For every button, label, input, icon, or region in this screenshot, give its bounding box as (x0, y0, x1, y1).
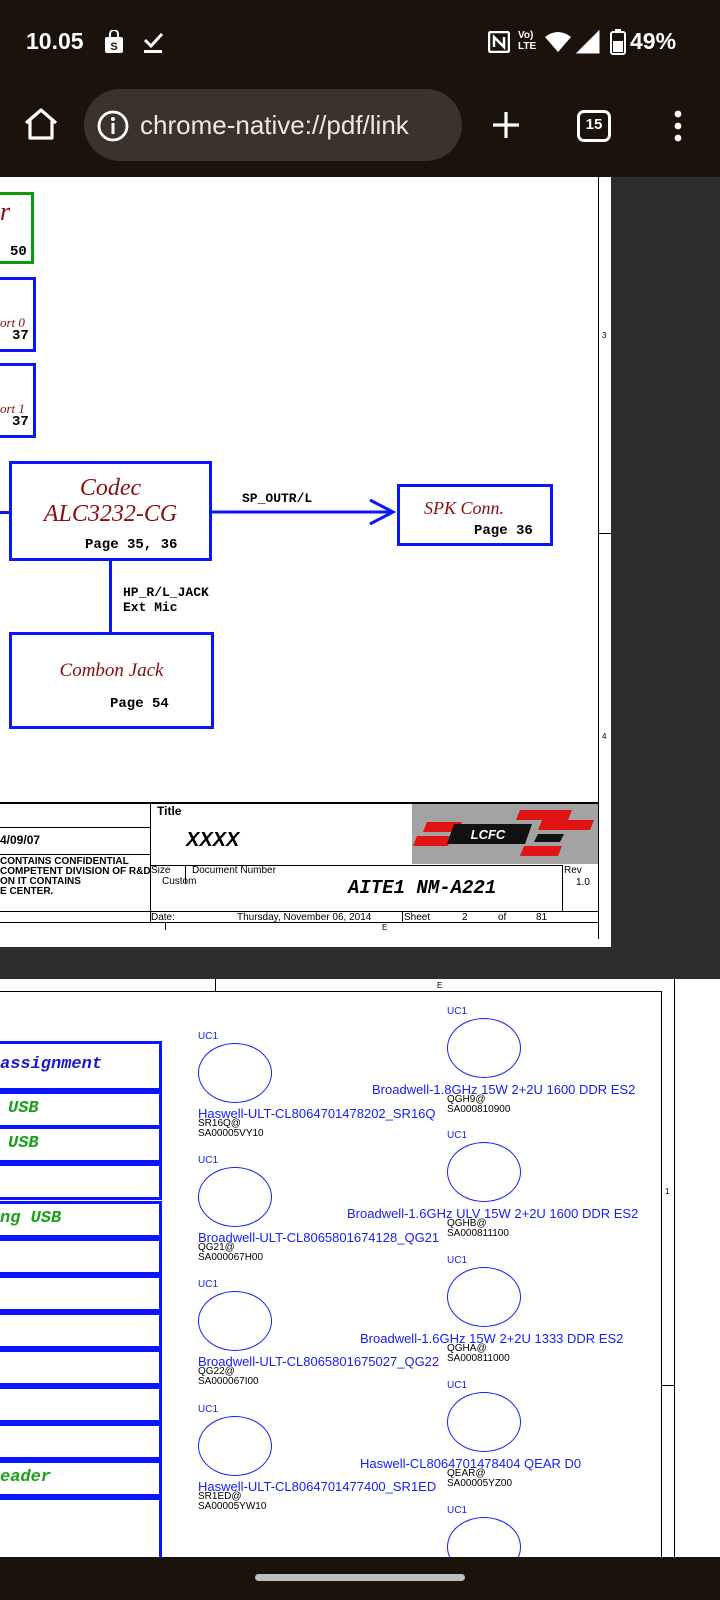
sheet-value: 2 (462, 912, 468, 923)
part-code: SA000811000 (447, 1353, 510, 1364)
spk-label: SPK Conn. (424, 498, 505, 518)
part-name: Broadwell-1.6GHz 15W 2+2U 1333 DDR ES2 (360, 1331, 624, 1346)
table-row-label: assignment (0, 1055, 103, 1074)
of-label: of (498, 912, 507, 923)
part-name: Haswell-ULT-CL8064701478202_SR16Q (198, 1106, 436, 1121)
table-row (0, 1423, 162, 1460)
margin-marker-1: 1 (665, 1187, 670, 1196)
new-tab-icon[interactable] (491, 110, 521, 145)
docnum-label: Document Number (192, 865, 276, 876)
part-code: QGHA@ (447, 1343, 487, 1354)
part-ref: UC1 (447, 1255, 468, 1266)
tab-count: 15 (585, 116, 603, 133)
part-code: QG21@ (198, 1242, 235, 1253)
size-value: Custom (162, 876, 197, 887)
part-symbol (198, 1043, 272, 1103)
volte-icon: Vo) LTE (518, 30, 537, 52)
url-text[interactable]: chrome-native://pdf/link (140, 110, 409, 140)
block-port1-label: ort 1 (0, 401, 25, 416)
svg-text:S: S (110, 41, 118, 53)
date-label: Date: (151, 912, 175, 923)
home-gesture-handle[interactable] (255, 1574, 465, 1581)
table-row-label: USB (8, 1134, 39, 1153)
codec-part: ALC3232-CG (43, 501, 178, 527)
part-symbol (198, 1291, 272, 1351)
battery-percent: 49% (630, 28, 677, 54)
size-label: Size (151, 865, 171, 876)
table-row-label: ng USB (0, 1209, 62, 1228)
pdf-page-3 (0, 979, 720, 1557)
part-code: QGH9@ (447, 1094, 486, 1105)
status-time: 10.05 (26, 28, 84, 54)
part-ref: UC1 (198, 1155, 219, 1166)
block-port1-page: 37 (12, 414, 29, 430)
lcfc-logo (412, 804, 598, 864)
battery-icon (610, 29, 626, 60)
codec-title: Codec (79, 475, 142, 501)
sp-signal-label: SP_OUTR/L (242, 491, 313, 506)
signal-icon (576, 30, 600, 59)
part-code: SA00005YZ00 (447, 1478, 513, 1489)
part-symbol (447, 1142, 521, 1202)
combo-label: Combon Jack (59, 660, 164, 681)
part-name: Haswell-ULT-CL8064701477400_SR1ED (198, 1479, 437, 1494)
of-value: 81 (536, 912, 548, 923)
table-row (0, 1163, 162, 1200)
info-icon[interactable] (96, 109, 130, 148)
hp-signal-label: HP_R/L_JACK (123, 585, 209, 600)
part-ref: UC1 (198, 1031, 219, 1042)
title-label: Title (157, 804, 182, 818)
rev-label: Rev (564, 865, 582, 876)
part-code: SA000067I00 (198, 1376, 259, 1387)
table-row (0, 1238, 162, 1275)
part-code: SA000810900 (447, 1104, 511, 1115)
nfc-icon (488, 31, 510, 58)
part-name: Broadwell-1.8GHz 15W 2+2U 1600 DDR ES2 (372, 1082, 636, 1097)
svg-text:LCFC: LCFC (470, 827, 506, 842)
part-code: SA000811100 (447, 1228, 509, 1239)
part-ref: UC1 (447, 1505, 468, 1516)
part-ref: UC1 (447, 1380, 468, 1391)
block-port0-label: ort 0 (0, 315, 25, 330)
part-name: Haswell-CL8064701478404 QEAR D0 (360, 1456, 582, 1471)
rev-value: 1.0 (576, 877, 590, 888)
part-ref: UC1 (198, 1279, 219, 1290)
combo-page: Page 54 (110, 696, 169, 712)
date-fragment: 4/09/07 (0, 833, 41, 847)
part-code: SR1ED@ (198, 1491, 242, 1502)
table-row (0, 1349, 162, 1386)
table-row (0, 1312, 162, 1349)
part-symbol (198, 1416, 272, 1476)
part-ref: UC1 (198, 1404, 219, 1415)
table-row (0, 1275, 162, 1312)
margin-marker-4: 4 (602, 732, 607, 741)
block-top-label: r (0, 197, 11, 226)
part-ref: UC1 (447, 1130, 468, 1141)
table-row (0, 1386, 162, 1423)
codec-page: Page 35, 36 (85, 537, 178, 553)
block-port0-page: 37 (12, 328, 29, 344)
wifi-icon (544, 30, 572, 59)
part-symbol (447, 1517, 521, 1557)
docnum-value: AITE1 NM-A221 (348, 877, 497, 899)
block-top-page: 50 (10, 244, 27, 260)
part-code: SA00005YW10 (198, 1501, 267, 1512)
pdf-page-2 (0, 177, 611, 947)
part-name: Broadwell-ULT-CL8065801675027_QG22 (198, 1354, 440, 1369)
menu-icon[interactable] (674, 110, 682, 147)
part-name: Broadwell-ULT-CL8065801674128_QG21 (198, 1230, 440, 1245)
part-code: SA00005VY10 (198, 1128, 264, 1139)
part-symbol (447, 1392, 521, 1452)
part-name: Broadwell-1.6GHz ULV 15W 2+2U 1600 DDR ES2 (347, 1206, 639, 1221)
part-code: QGHB@ (447, 1218, 487, 1229)
part-code: SA000067H00 (198, 1252, 264, 1263)
date-value: Thursday, November 06, 2014 (237, 912, 372, 923)
title-value: XXXX (186, 829, 240, 851)
table-row-label: USB (8, 1099, 39, 1118)
part-symbol (447, 1018, 521, 1078)
confidential-text: CONTAINS CONFIDENTIAL COMPETENT DIVISION OF R&D ON IT CONTAINS E CENTER. (0, 856, 151, 897)
part-code: SR16Q@ (198, 1118, 241, 1129)
part-ref: UC1 (447, 1006, 468, 1017)
ext-mic-label: Ext Mic (123, 600, 178, 615)
spk-page: Page 36 (474, 523, 533, 539)
shopping-bag-icon (104, 30, 124, 59)
home-icon[interactable] (22, 106, 60, 147)
part-symbol (198, 1167, 272, 1227)
e-marker-2: E (437, 981, 443, 990)
part-symbol (447, 1267, 521, 1327)
table-row (0, 1497, 162, 1557)
table-row-label: eader (0, 1468, 52, 1487)
e-marker-1: E (382, 923, 388, 932)
part-code: QG22@ (198, 1366, 235, 1377)
download-done-icon (142, 30, 164, 59)
margin-marker-3: 3 (602, 331, 607, 340)
part-code: QEAR@ (447, 1468, 486, 1479)
sheet-label: Sheet (404, 912, 431, 923)
